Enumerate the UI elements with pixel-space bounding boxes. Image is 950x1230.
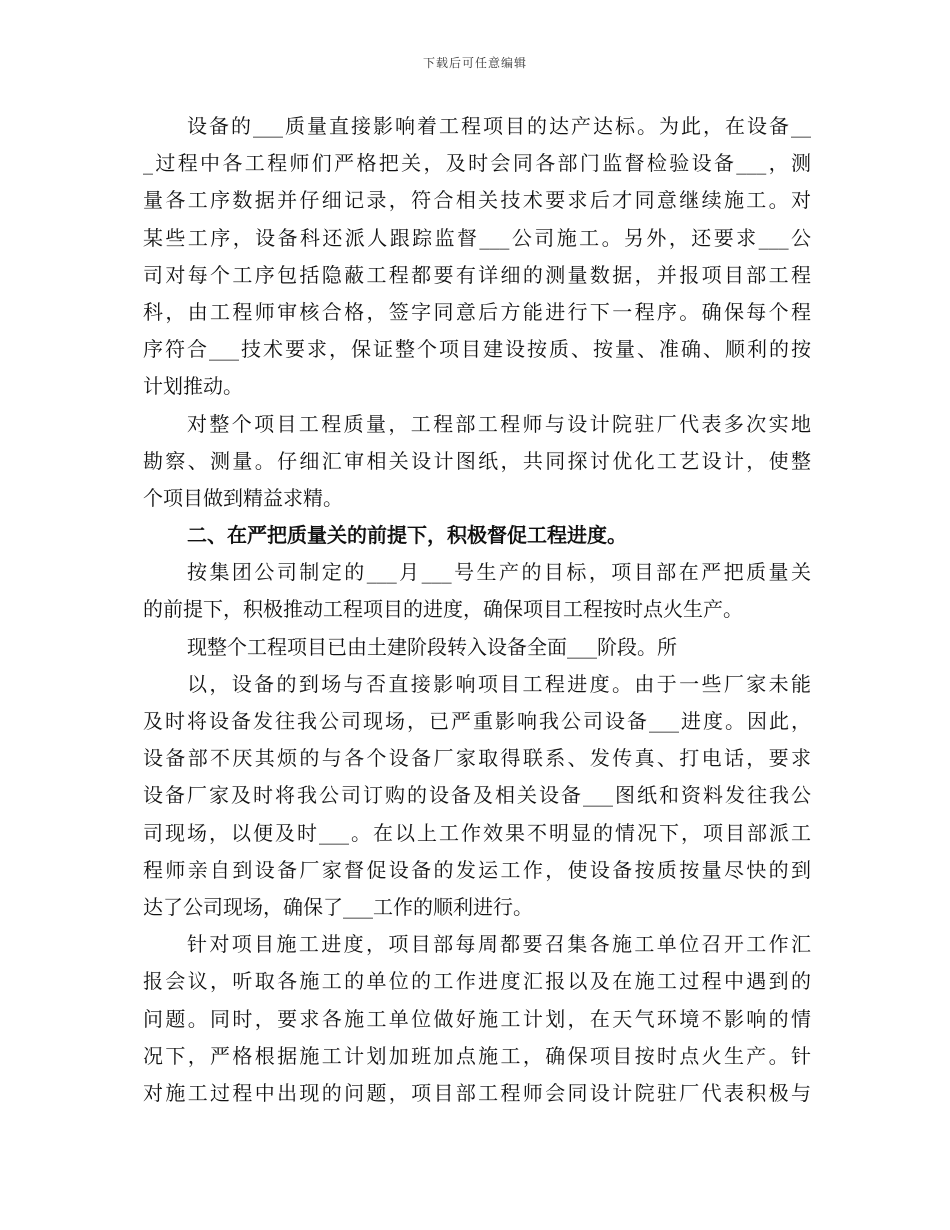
text-line: 勘察、测量。仔细汇审相关设计图纸，共同探讨优化工艺设计，使整 <box>143 448 811 473</box>
text-line: 对施工过程中出现的问题，项目部工程师会同设计院驻厂代表积极与 <box>143 1080 811 1105</box>
text-line: 现整个工程项目已由土建阶段转入设备全面___阶段。所 <box>187 634 677 659</box>
text-line: 针对项目施工进度，项目部每周都要召集各施工单位召开工作汇 <box>187 932 811 957</box>
text-line: 某些工序，设备科还派人跟踪监督___公司施工。另外，还要求___公 <box>143 225 811 250</box>
text-line: 况下，严格根据施工计划加班加点施工，确保项目按时点火生产。针 <box>143 1043 811 1068</box>
text-line: 按集团公司制定的___月___号生产的目标，项目部在严把质量关 <box>187 560 811 585</box>
text-line: 序符合___技术要求，保证整个项目建设按质、按量、准确、顺利的按 <box>143 337 811 362</box>
text-line: 程师亲自到设备厂家督促设备的发运工作，使设备按质按量尽快的到 <box>143 857 811 882</box>
text-line: 设备厂家及时将我公司订购的设备及相关设备___图纸和资料发往我公 <box>143 783 811 808</box>
paragraph <box>143 629 811 666</box>
text-line: _过程中各工程师们严格把关，及时会同各部门监督检验设备___，测 <box>143 151 811 176</box>
paragraph <box>143 666 811 926</box>
text-line: 的前提下，积极推动工程项目的进度，确保项目工程按时点火生产。 <box>143 597 743 622</box>
text-line: 设备的___质量直接影响着工程项目的达产达标。为此，在设备__ <box>187 114 811 138</box>
text-line: 司现场，以便及时___。在以上工作效果不明显的情况下，项目部派工 <box>143 820 811 845</box>
text-line: 计划推动。 <box>143 374 243 399</box>
text-line: 司对每个工序包括隐蔽工程都要有详细的测量数据，并报项目部工程 <box>143 262 811 287</box>
paragraph <box>143 108 811 406</box>
text-line: 问题。同时，要求各施工单位做好施工计划，在天气环境不影响的情 <box>143 1006 811 1031</box>
text-line: 量各工序数据并仔细记录，符合相关技术要求后才同意继续施工。对 <box>143 188 811 213</box>
text-line: 个项目做到精益求精。 <box>143 485 343 510</box>
paragraph <box>143 554 811 628</box>
text-line: 科，由工程师审核合格，签字同意后方能进行下一程序。确保每个程 <box>143 299 811 324</box>
text-line: 报会议，听取各施工的单位的工作进度汇报以及在施工过程中遇到的 <box>143 969 811 994</box>
document-body <box>143 108 811 1112</box>
paragraph <box>143 406 811 518</box>
text-line: 达了公司现场，确保了___工作的顺利进行。 <box>143 894 533 919</box>
text-line: 对整个项目工程质量，工程部工程师与设计院驻厂代表多次实地 <box>187 411 811 436</box>
text-line: 设备部不厌其烦的与各个设备厂家取得联系、发传真、打电话，要求 <box>143 746 811 771</box>
text-line: 及时将设备发往我公司现场，已严重影响我公司设备___进度。因此， <box>143 709 811 733</box>
text-line: 二、在严把质量关的前提下，积极督促工程进度。 <box>187 523 627 548</box>
page-header: 下载后可任意编辑 <box>422 56 527 70</box>
text-line: 以，设备的到场与否直接影响项目工程进度。由于一些厂家未能 <box>187 671 811 696</box>
paragraph <box>143 926 811 1112</box>
section-heading <box>143 517 811 554</box>
